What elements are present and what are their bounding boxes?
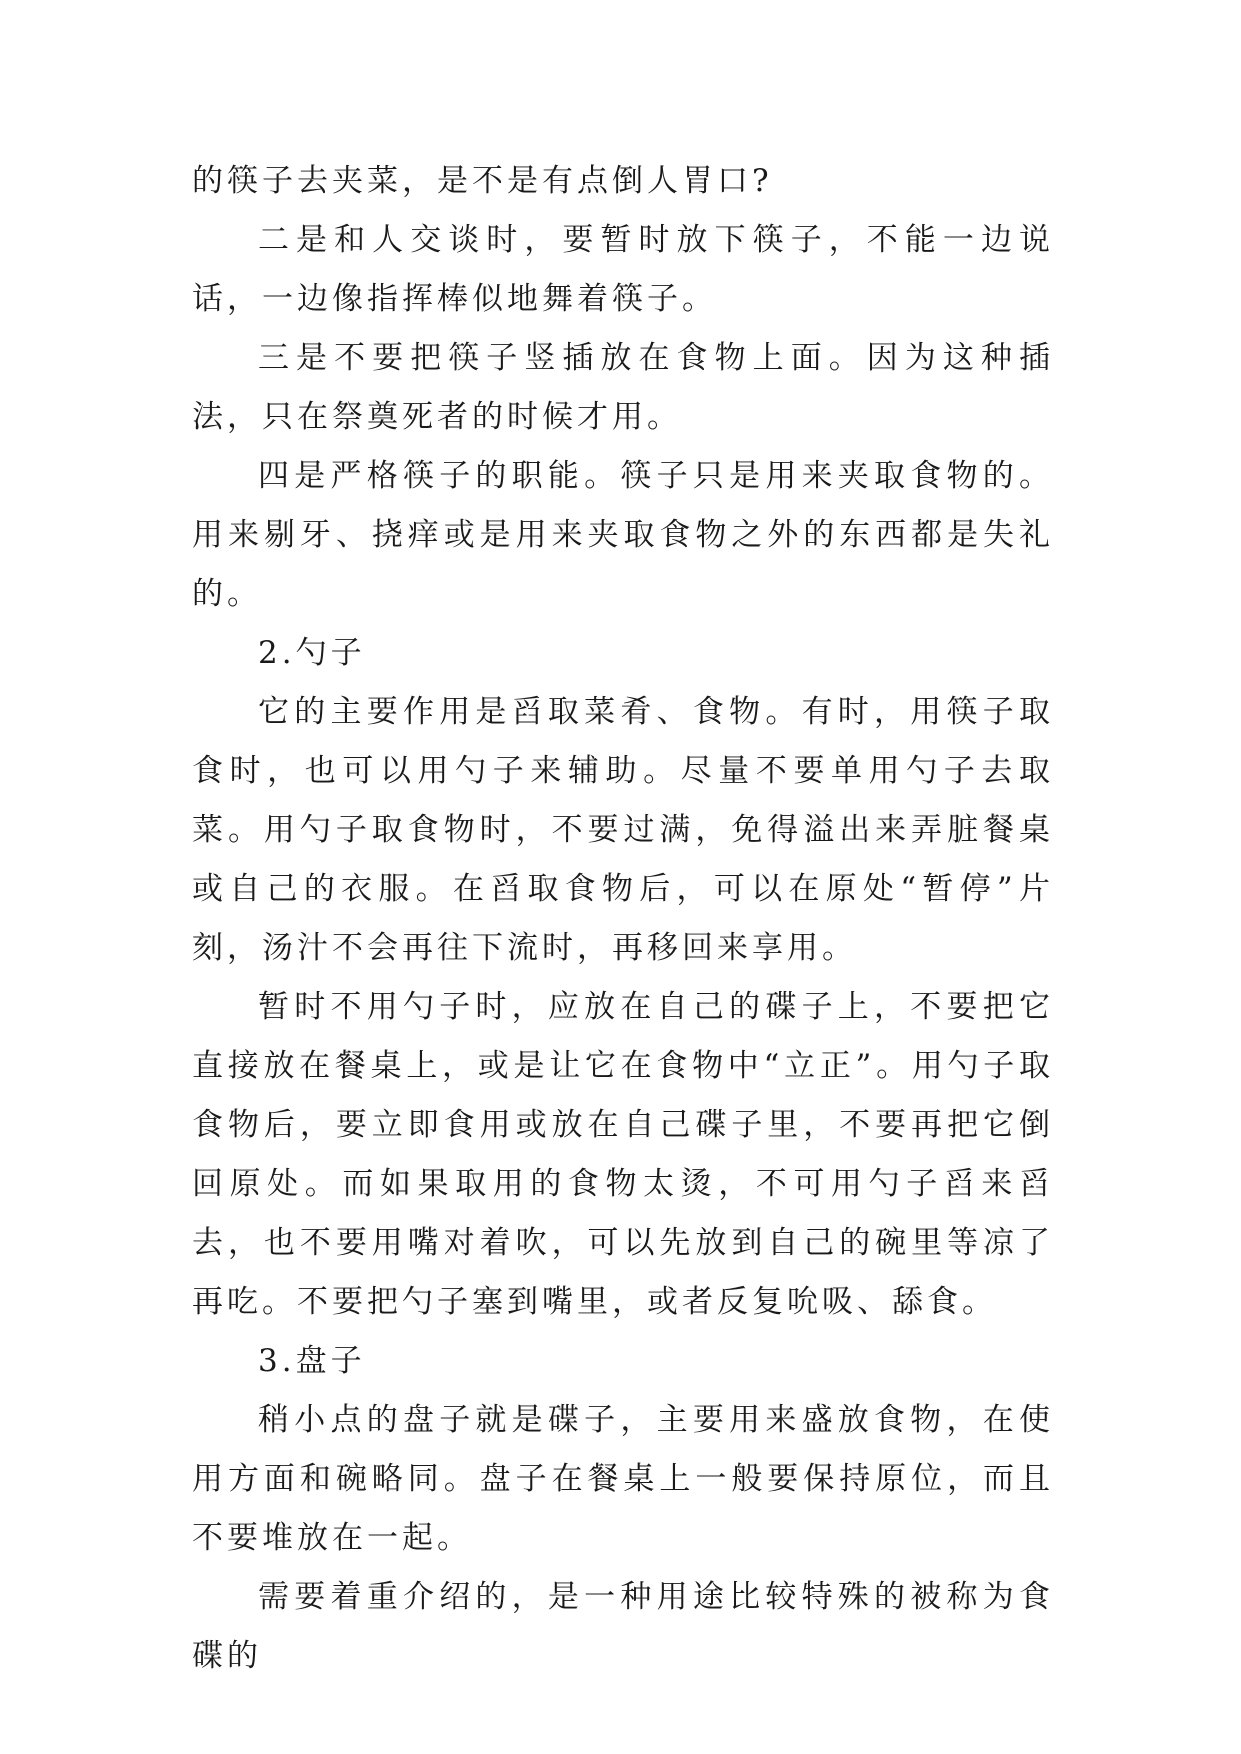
paragraph-chopsticks-rule-4: 四是严格筷子的职能。筷子只是用来夹取食物的。用来剔牙、挠痒或是用来夹取食物之外的东西都是失礼的。 xyxy=(192,458,1054,612)
paragraph-spoon-usage: 它的主要作用是舀取菜肴、食物。有时，用筷子取食时，也可以用勺子来辅助。尽量不要单用勺子去取菜。用勺子取食物时，不要过满，免得溢出来弄脏餐桌或自己的衣服。在舀取食物后，可以在原处“暂停”片刻，汤汁不会再往下流时，再移回来享用。 xyxy=(192,694,1054,966)
paragraph-chopsticks-rule-2: 二是和人交谈时，要暂时放下筷子，不能一边说话，一边像指挥棒似地舞着筷子。 xyxy=(192,222,1054,317)
paragraph-chopsticks-rule-3: 三是不要把筷子竖插放在食物上面。因为这种插法，只在祭奠死者的时候才用。 xyxy=(192,340,1054,435)
paragraph-plate-usage: 稍小点的盘子就是碟子，主要用来盛放食物，在使用方面和碗略同。盘子在餐桌上一般要保持原位，而且不要堆放在一起。 xyxy=(192,1402,1054,1556)
section-heading-spoon: 2.勺子 xyxy=(258,635,366,671)
paragraph-spoon-etiquette: 暂时不用勺子时，应放在自己的碟子上，不要把它直接放在餐桌上，或是让它在食物中“立正”。用勺子取食物后，要立即食用或放在自己碟子里，不要再把它倒回原处。而如果取用的食物太烫，不可用勺子舀来舀去，也不要用嘴对着吹，可以先放到自己的碗里等凉了再吃。不要把勺子塞到嘴里，或者反复吮吸、舔食。 xyxy=(192,989,1054,1320)
paragraph-food-dish-intro: 需要着重介绍的，是一种用途比较特殊的被称为食碟的 xyxy=(192,1579,1054,1674)
section-heading-plate: 3.盘子 xyxy=(258,1343,366,1379)
paragraph-continuation: 的筷子去夹菜，是不是有点倒人胃口? xyxy=(192,163,773,199)
document-body xyxy=(192,152,1054,1686)
